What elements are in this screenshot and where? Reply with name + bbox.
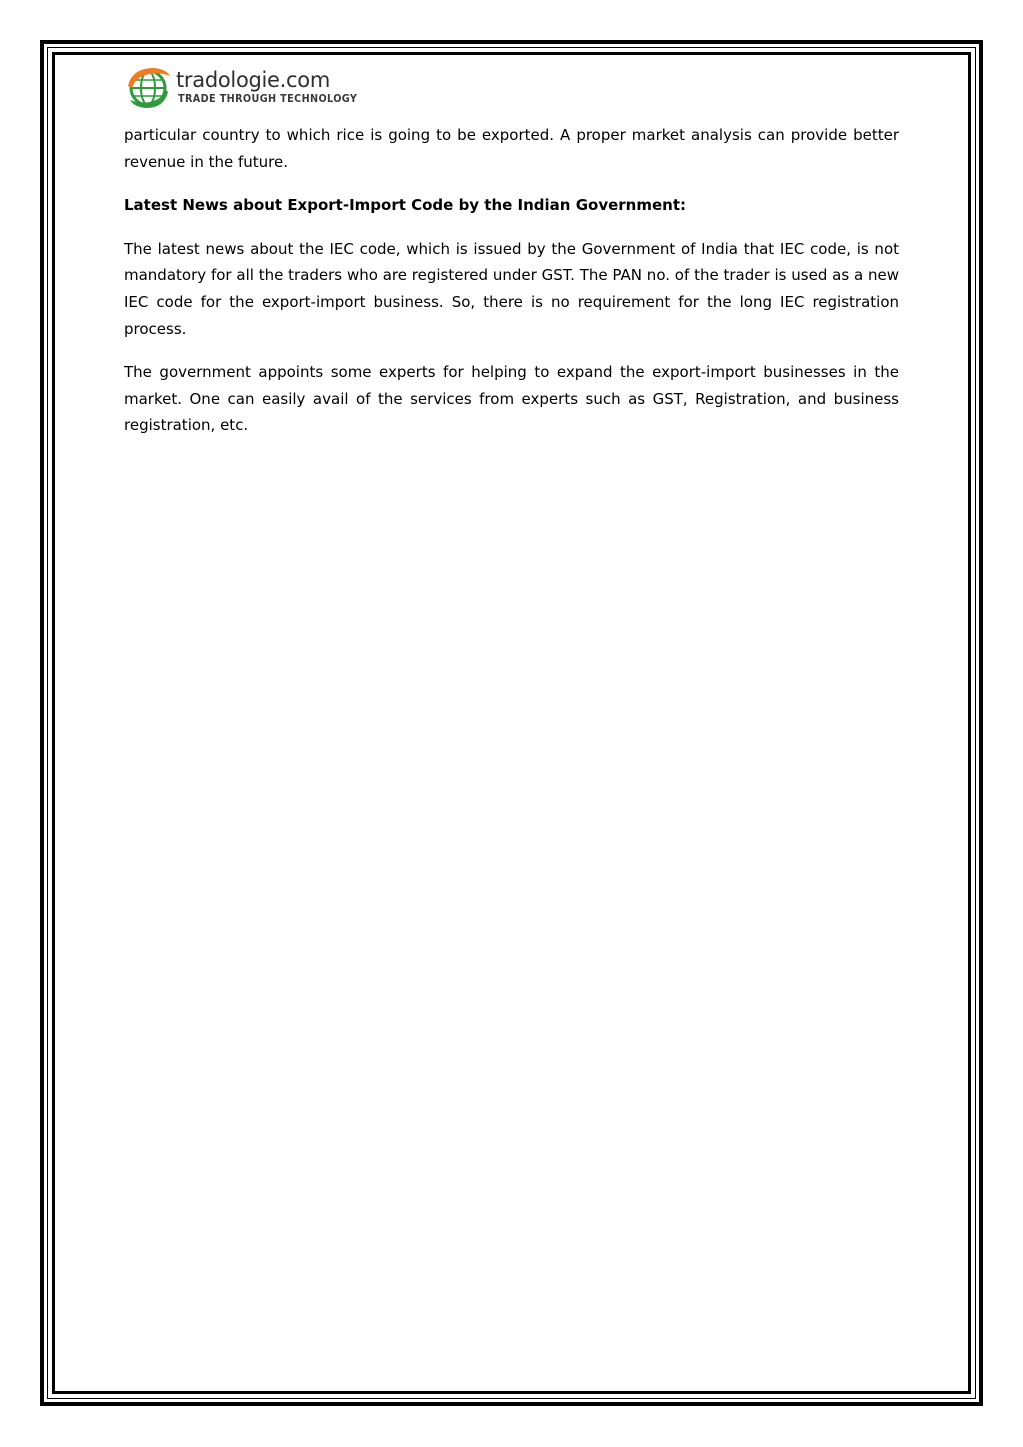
document-body	[124, 122, 899, 456]
company-logo	[124, 62, 358, 114]
section-heading: Latest News about Export-Import Code by the Indian Government:	[124, 196, 687, 215]
logo-tagline: TRADE THROUGH TECHNOLOGY	[178, 93, 358, 105]
paragraph-government-experts: The government appoints some experts for helping to expand the export-import businesses in the market. One can easily avail of the services from experts such as GST, Registration, and business registration, etc.	[124, 363, 899, 435]
globe-icon	[124, 62, 174, 112]
paragraph-iec-news: The latest news about the IEC code, which is issued by the Government of India that IEC code, is not mandatory for all the traders who are registered under GST. The PAN no. of the trader is used as a new IEC code for the export-import business. So, there is no requirement for the long IEC registration process.	[124, 239, 899, 338]
paragraph-intro-continuation: particular country to which rice is going to be exported. A proper market analysis can provide better revenue in the future.	[124, 126, 899, 171]
logo-wordmark: tradologie.com	[176, 68, 331, 92]
